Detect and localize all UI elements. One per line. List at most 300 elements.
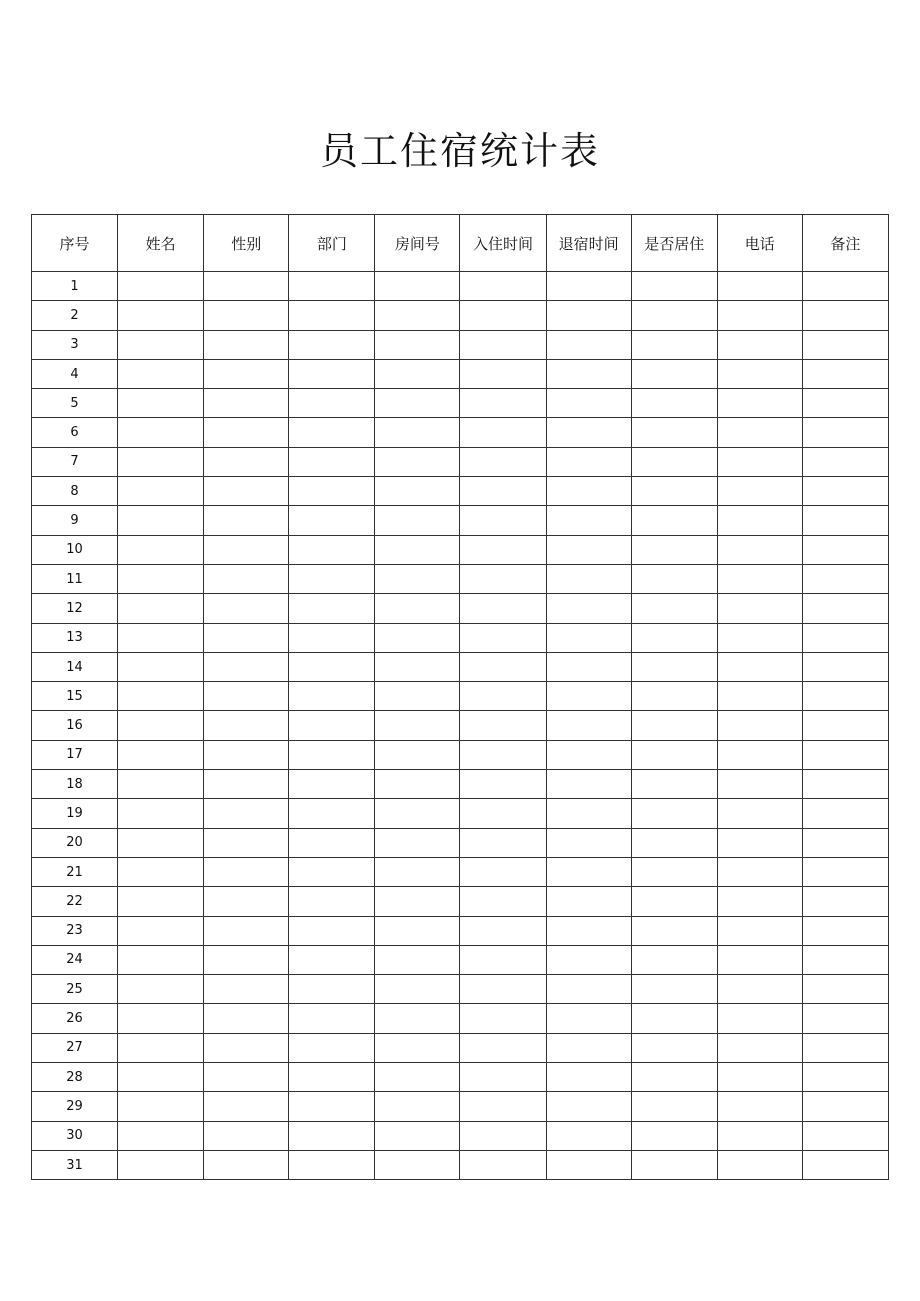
- department-cell[interactable]: [289, 535, 375, 564]
- residing-cell[interactable]: [631, 359, 717, 388]
- room-number-cell[interactable]: [375, 1033, 460, 1062]
- phone-cell[interactable]: [717, 301, 802, 330]
- row-index-cell: 31: [32, 1150, 118, 1179]
- gender-cell[interactable]: [204, 770, 289, 799]
- name-cell[interactable]: [118, 916, 204, 945]
- name-cell[interactable]: [118, 564, 204, 593]
- department-cell[interactable]: [289, 887, 375, 916]
- gender-cell[interactable]: [204, 828, 289, 857]
- table-row: [32, 418, 889, 447]
- residing-cell[interactable]: [631, 916, 717, 945]
- room-number-cell[interactable]: [375, 1092, 460, 1121]
- residing-cell[interactable]: [631, 1063, 717, 1092]
- name-cell[interactable]: [118, 1150, 204, 1179]
- department-cell[interactable]: [289, 1092, 375, 1121]
- check-out-time-cell[interactable]: [546, 1033, 631, 1062]
- department-cell[interactable]: [289, 945, 375, 974]
- check-out-time-cell[interactable]: [546, 506, 631, 535]
- name-cell[interactable]: [118, 770, 204, 799]
- table-row: [32, 506, 889, 535]
- gender-cell[interactable]: [204, 389, 289, 418]
- room-number-cell[interactable]: [375, 945, 460, 974]
- phone-cell[interactable]: [717, 857, 802, 886]
- phone-cell[interactable]: [717, 330, 802, 359]
- name-cell[interactable]: [118, 1092, 204, 1121]
- room-number-cell[interactable]: [375, 740, 460, 769]
- department-cell[interactable]: [289, 916, 375, 945]
- check-out-time-cell[interactable]: [546, 799, 631, 828]
- residing-cell[interactable]: [631, 682, 717, 711]
- room-number-cell[interactable]: [375, 1150, 460, 1179]
- check-out-time-cell[interactable]: [546, 1004, 631, 1033]
- gender-cell[interactable]: [204, 535, 289, 564]
- name-cell[interactable]: [118, 272, 204, 301]
- gender-cell[interactable]: [204, 1121, 289, 1150]
- name-cell[interactable]: [118, 975, 204, 1004]
- check-in-time-cell[interactable]: [460, 477, 546, 506]
- check-out-time-cell[interactable]: [546, 1063, 631, 1092]
- room-number-cell[interactable]: [375, 857, 460, 886]
- residing-cell[interactable]: [631, 594, 717, 623]
- gender-cell[interactable]: [204, 799, 289, 828]
- department-cell[interactable]: [289, 1063, 375, 1092]
- residing-cell[interactable]: [631, 418, 717, 447]
- name-cell[interactable]: [118, 682, 204, 711]
- residing-cell[interactable]: [631, 564, 717, 593]
- name-cell[interactable]: [118, 477, 204, 506]
- department-cell[interactable]: [289, 1150, 375, 1179]
- department-cell[interactable]: [289, 301, 375, 330]
- check-in-time-cell[interactable]: [460, 535, 546, 564]
- department-cell[interactable]: [289, 975, 375, 1004]
- room-number-cell[interactable]: [375, 799, 460, 828]
- phone-cell[interactable]: [717, 623, 802, 652]
- check-out-time-cell[interactable]: [546, 682, 631, 711]
- residing-cell[interactable]: [631, 330, 717, 359]
- remarks-cell[interactable]: [802, 1063, 888, 1092]
- department-cell[interactable]: [289, 272, 375, 301]
- remarks-cell[interactable]: [802, 770, 888, 799]
- check-in-time-cell[interactable]: [460, 301, 546, 330]
- remarks-cell[interactable]: [802, 359, 888, 388]
- department-cell[interactable]: [289, 1033, 375, 1062]
- remarks-cell[interactable]: [802, 711, 888, 740]
- gender-cell[interactable]: [204, 1063, 289, 1092]
- department-cell[interactable]: [289, 1121, 375, 1150]
- check-in-time-cell[interactable]: [460, 887, 546, 916]
- check-out-time-cell[interactable]: [546, 1150, 631, 1179]
- check-in-time-cell[interactable]: [460, 1033, 546, 1062]
- residing-cell[interactable]: [631, 711, 717, 740]
- row-index-cell: 21: [32, 857, 118, 886]
- room-number-cell[interactable]: [375, 682, 460, 711]
- phone-cell[interactable]: [717, 799, 802, 828]
- remarks-cell[interactable]: [802, 594, 888, 623]
- check-out-time-cell[interactable]: [546, 1121, 631, 1150]
- phone-cell[interactable]: [717, 506, 802, 535]
- check-in-time-cell[interactable]: [460, 594, 546, 623]
- department-cell[interactable]: [289, 359, 375, 388]
- gender-cell[interactable]: [204, 418, 289, 447]
- row-index-cell: 3: [32, 330, 118, 359]
- residing-cell[interactable]: [631, 975, 717, 1004]
- check-in-time-cell[interactable]: [460, 799, 546, 828]
- department-cell[interactable]: [289, 1004, 375, 1033]
- header-index: 序号: [32, 215, 118, 272]
- room-number-cell[interactable]: [375, 828, 460, 857]
- check-out-time-cell[interactable]: [546, 389, 631, 418]
- residing-cell[interactable]: [631, 447, 717, 476]
- residing-cell[interactable]: [631, 1092, 717, 1121]
- phone-cell[interactable]: [717, 1092, 802, 1121]
- check-out-time-cell[interactable]: [546, 564, 631, 593]
- remarks-cell[interactable]: [802, 535, 888, 564]
- room-number-cell[interactable]: [375, 1063, 460, 1092]
- phone-cell[interactable]: [717, 535, 802, 564]
- name-cell[interactable]: [118, 359, 204, 388]
- phone-cell[interactable]: [717, 418, 802, 447]
- gender-cell[interactable]: [204, 652, 289, 681]
- remarks-cell[interactable]: [802, 272, 888, 301]
- gender-cell[interactable]: [204, 1150, 289, 1179]
- check-out-time-cell[interactable]: [546, 272, 631, 301]
- check-in-time-cell[interactable]: [460, 564, 546, 593]
- phone-cell[interactable]: [717, 477, 802, 506]
- check-out-time-cell[interactable]: [546, 740, 631, 769]
- name-cell[interactable]: [118, 1063, 204, 1092]
- remarks-cell[interactable]: [802, 682, 888, 711]
- name-cell[interactable]: [118, 301, 204, 330]
- phone-cell[interactable]: [717, 594, 802, 623]
- residing-cell[interactable]: [631, 1121, 717, 1150]
- gender-cell[interactable]: [204, 916, 289, 945]
- check-out-time-cell[interactable]: [546, 828, 631, 857]
- check-in-time-cell[interactable]: [460, 506, 546, 535]
- residing-cell[interactable]: [631, 623, 717, 652]
- gender-cell[interactable]: [204, 975, 289, 1004]
- department-cell[interactable]: [289, 418, 375, 447]
- gender-cell[interactable]: [204, 887, 289, 916]
- table-row: [32, 272, 889, 301]
- check-out-time-cell[interactable]: [546, 301, 631, 330]
- remarks-cell[interactable]: [802, 1092, 888, 1121]
- check-out-time-cell[interactable]: [546, 535, 631, 564]
- name-cell[interactable]: [118, 799, 204, 828]
- remarks-cell[interactable]: [802, 623, 888, 652]
- remarks-cell[interactable]: [802, 418, 888, 447]
- name-cell[interactable]: [118, 945, 204, 974]
- check-out-time-cell[interactable]: [546, 594, 631, 623]
- phone-cell[interactable]: [717, 682, 802, 711]
- check-in-time-cell[interactable]: [460, 945, 546, 974]
- check-in-time-cell[interactable]: [460, 828, 546, 857]
- check-in-time-cell[interactable]: [460, 1150, 546, 1179]
- header-check-in-time: 入住时间: [460, 215, 546, 272]
- name-cell[interactable]: [118, 828, 204, 857]
- check-out-time-cell[interactable]: [546, 623, 631, 652]
- check-in-time-cell[interactable]: [460, 359, 546, 388]
- department-cell[interactable]: [289, 828, 375, 857]
- check-in-time-cell[interactable]: [460, 330, 546, 359]
- department-cell[interactable]: [289, 330, 375, 359]
- check-out-time-cell[interactable]: [546, 857, 631, 886]
- residing-cell[interactable]: [631, 477, 717, 506]
- room-number-cell[interactable]: [375, 301, 460, 330]
- phone-cell[interactable]: [717, 1121, 802, 1150]
- remarks-cell[interactable]: [802, 828, 888, 857]
- name-cell[interactable]: [118, 740, 204, 769]
- row-index-cell: 16: [32, 711, 118, 740]
- remarks-cell[interactable]: [802, 1004, 888, 1033]
- phone-cell[interactable]: [717, 711, 802, 740]
- check-out-time-cell[interactable]: [546, 1092, 631, 1121]
- name-cell[interactable]: [118, 506, 204, 535]
- check-out-time-cell[interactable]: [546, 711, 631, 740]
- name-cell[interactable]: [118, 330, 204, 359]
- residing-cell[interactable]: [631, 828, 717, 857]
- department-cell[interactable]: [289, 740, 375, 769]
- check-in-time-cell[interactable]: [460, 272, 546, 301]
- check-out-time-cell[interactable]: [546, 418, 631, 447]
- gender-cell[interactable]: [204, 945, 289, 974]
- name-cell[interactable]: [118, 1033, 204, 1062]
- residing-cell[interactable]: [631, 652, 717, 681]
- phone-cell[interactable]: [717, 828, 802, 857]
- gender-cell[interactable]: [204, 1004, 289, 1033]
- gender-cell[interactable]: [204, 447, 289, 476]
- department-cell[interactable]: [289, 594, 375, 623]
- department-cell[interactable]: [289, 652, 375, 681]
- residing-cell[interactable]: [631, 740, 717, 769]
- remarks-cell[interactable]: [802, 506, 888, 535]
- name-cell[interactable]: [118, 447, 204, 476]
- remarks-cell[interactable]: [802, 477, 888, 506]
- check-out-time-cell[interactable]: [546, 330, 631, 359]
- name-cell[interactable]: [118, 389, 204, 418]
- phone-cell[interactable]: [717, 916, 802, 945]
- residing-cell[interactable]: [631, 272, 717, 301]
- room-number-cell[interactable]: [375, 330, 460, 359]
- room-number-cell[interactable]: [375, 623, 460, 652]
- gender-cell[interactable]: [204, 682, 289, 711]
- check-in-time-cell[interactable]: [460, 447, 546, 476]
- room-number-cell[interactable]: [375, 447, 460, 476]
- department-cell[interactable]: [289, 711, 375, 740]
- room-number-cell[interactable]: [375, 1004, 460, 1033]
- table-row: [32, 799, 889, 828]
- name-cell[interactable]: [118, 887, 204, 916]
- remarks-cell[interactable]: [802, 887, 888, 916]
- check-in-time-cell[interactable]: [460, 623, 546, 652]
- residing-cell[interactable]: [631, 799, 717, 828]
- remarks-cell[interactable]: [802, 1150, 888, 1179]
- remarks-cell[interactable]: [802, 1033, 888, 1062]
- room-number-cell[interactable]: [375, 887, 460, 916]
- check-in-time-cell[interactable]: [460, 652, 546, 681]
- remarks-cell[interactable]: [802, 799, 888, 828]
- check-in-time-cell[interactable]: [460, 1004, 546, 1033]
- check-in-time-cell[interactable]: [460, 770, 546, 799]
- check-out-time-cell[interactable]: [546, 887, 631, 916]
- remarks-cell[interactable]: [802, 945, 888, 974]
- table-row: [32, 594, 889, 623]
- name-cell[interactable]: [118, 711, 204, 740]
- residing-cell[interactable]: [631, 1033, 717, 1062]
- department-cell[interactable]: [289, 799, 375, 828]
- phone-cell[interactable]: [717, 652, 802, 681]
- check-out-time-cell[interactable]: [546, 447, 631, 476]
- department-cell[interactable]: [289, 447, 375, 476]
- check-in-time-cell[interactable]: [460, 916, 546, 945]
- table-row: [32, 477, 889, 506]
- room-number-cell[interactable]: [375, 418, 460, 447]
- table-row: [32, 682, 889, 711]
- gender-cell[interactable]: [204, 272, 289, 301]
- phone-cell[interactable]: [717, 1033, 802, 1062]
- check-in-time-cell[interactable]: [460, 418, 546, 447]
- phone-cell[interactable]: [717, 1150, 802, 1179]
- department-cell[interactable]: [289, 564, 375, 593]
- room-number-cell[interactable]: [375, 711, 460, 740]
- page-title: 员工住宿统计表: [319, 129, 600, 173]
- gender-cell[interactable]: [204, 506, 289, 535]
- gender-cell[interactable]: [204, 564, 289, 593]
- check-in-time-cell[interactable]: [460, 711, 546, 740]
- room-number-cell[interactable]: [375, 389, 460, 418]
- phone-cell[interactable]: [717, 564, 802, 593]
- remarks-cell[interactable]: [802, 857, 888, 886]
- residing-cell[interactable]: [631, 945, 717, 974]
- gender-cell[interactable]: [204, 330, 289, 359]
- room-number-cell[interactable]: [375, 916, 460, 945]
- name-cell[interactable]: [118, 418, 204, 447]
- name-cell[interactable]: [118, 623, 204, 652]
- gender-cell[interactable]: [204, 623, 289, 652]
- gender-cell[interactable]: [204, 1033, 289, 1062]
- residing-cell[interactable]: [631, 887, 717, 916]
- table-row: [32, 740, 889, 769]
- department-cell[interactable]: [289, 477, 375, 506]
- phone-cell[interactable]: [717, 389, 802, 418]
- phone-cell[interactable]: [717, 975, 802, 1004]
- remarks-cell[interactable]: [802, 652, 888, 681]
- table-row: [32, 1033, 889, 1062]
- phone-cell[interactable]: [717, 359, 802, 388]
- room-number-cell[interactable]: [375, 652, 460, 681]
- department-cell[interactable]: [289, 506, 375, 535]
- row-index-cell: 18: [32, 770, 118, 799]
- check-out-time-cell[interactable]: [546, 945, 631, 974]
- name-cell[interactable]: [118, 857, 204, 886]
- check-in-time-cell[interactable]: [460, 975, 546, 1004]
- check-out-time-cell[interactable]: [546, 916, 631, 945]
- department-cell[interactable]: [289, 389, 375, 418]
- department-cell[interactable]: [289, 770, 375, 799]
- residing-cell[interactable]: [631, 506, 717, 535]
- room-number-cell[interactable]: [375, 594, 460, 623]
- check-out-time-cell[interactable]: [546, 652, 631, 681]
- remarks-cell[interactable]: [802, 301, 888, 330]
- name-cell[interactable]: [118, 1121, 204, 1150]
- room-number-cell[interactable]: [375, 506, 460, 535]
- phone-cell[interactable]: [717, 447, 802, 476]
- name-cell[interactable]: [118, 535, 204, 564]
- department-cell[interactable]: [289, 623, 375, 652]
- gender-cell[interactable]: [204, 711, 289, 740]
- department-cell[interactable]: [289, 682, 375, 711]
- gender-cell[interactable]: [204, 359, 289, 388]
- phone-cell[interactable]: [717, 1004, 802, 1033]
- remarks-cell[interactable]: [802, 916, 888, 945]
- row-index-cell: 13: [32, 623, 118, 652]
- gender-cell[interactable]: [204, 594, 289, 623]
- check-out-time-cell[interactable]: [546, 359, 631, 388]
- table-row: [32, 564, 889, 593]
- room-number-cell[interactable]: [375, 272, 460, 301]
- residing-cell[interactable]: [631, 770, 717, 799]
- remarks-cell[interactable]: [802, 389, 888, 418]
- check-out-time-cell[interactable]: [546, 975, 631, 1004]
- remarks-cell[interactable]: [802, 975, 888, 1004]
- department-cell[interactable]: [289, 857, 375, 886]
- check-in-time-cell[interactable]: [460, 740, 546, 769]
- table-row: [32, 770, 889, 799]
- residing-cell[interactable]: [631, 389, 717, 418]
- remarks-cell[interactable]: [802, 564, 888, 593]
- check-out-time-cell[interactable]: [546, 770, 631, 799]
- room-number-cell[interactable]: [375, 564, 460, 593]
- remarks-cell[interactable]: [802, 447, 888, 476]
- room-number-cell[interactable]: [375, 975, 460, 1004]
- gender-cell[interactable]: [204, 1092, 289, 1121]
- check-in-time-cell[interactable]: [460, 1121, 546, 1150]
- check-out-time-cell[interactable]: [546, 477, 631, 506]
- gender-cell[interactable]: [204, 740, 289, 769]
- check-in-time-cell[interactable]: [460, 1092, 546, 1121]
- residing-cell[interactable]: [631, 1150, 717, 1179]
- phone-cell[interactable]: [717, 740, 802, 769]
- room-number-cell[interactable]: [375, 1121, 460, 1150]
- name-cell[interactable]: [118, 652, 204, 681]
- phone-cell[interactable]: [717, 770, 802, 799]
- room-number-cell[interactable]: [375, 770, 460, 799]
- check-in-time-cell[interactable]: [460, 857, 546, 886]
- check-in-time-cell[interactable]: [460, 1063, 546, 1092]
- remarks-cell[interactable]: [802, 330, 888, 359]
- name-cell[interactable]: [118, 594, 204, 623]
- room-number-cell[interactable]: [375, 477, 460, 506]
- residing-cell[interactable]: [631, 857, 717, 886]
- phone-cell[interactable]: [717, 887, 802, 916]
- row-index-cell: 7: [32, 447, 118, 476]
- room-number-cell[interactable]: [375, 535, 460, 564]
- remarks-cell[interactable]: [802, 740, 888, 769]
- gender-cell[interactable]: [204, 301, 289, 330]
- name-cell[interactable]: [118, 1004, 204, 1033]
- phone-cell[interactable]: [717, 1063, 802, 1092]
- remarks-cell[interactable]: [802, 1121, 888, 1150]
- gender-cell[interactable]: [204, 857, 289, 886]
- check-in-time-cell[interactable]: [460, 682, 546, 711]
- phone-cell[interactable]: [717, 272, 802, 301]
- residing-cell[interactable]: [631, 535, 717, 564]
- gender-cell[interactable]: [204, 477, 289, 506]
- check-in-time-cell[interactable]: [460, 389, 546, 418]
- residing-cell[interactable]: [631, 301, 717, 330]
- room-number-cell[interactable]: [375, 359, 460, 388]
- phone-cell[interactable]: [717, 945, 802, 974]
- residing-cell[interactable]: [631, 1004, 717, 1033]
